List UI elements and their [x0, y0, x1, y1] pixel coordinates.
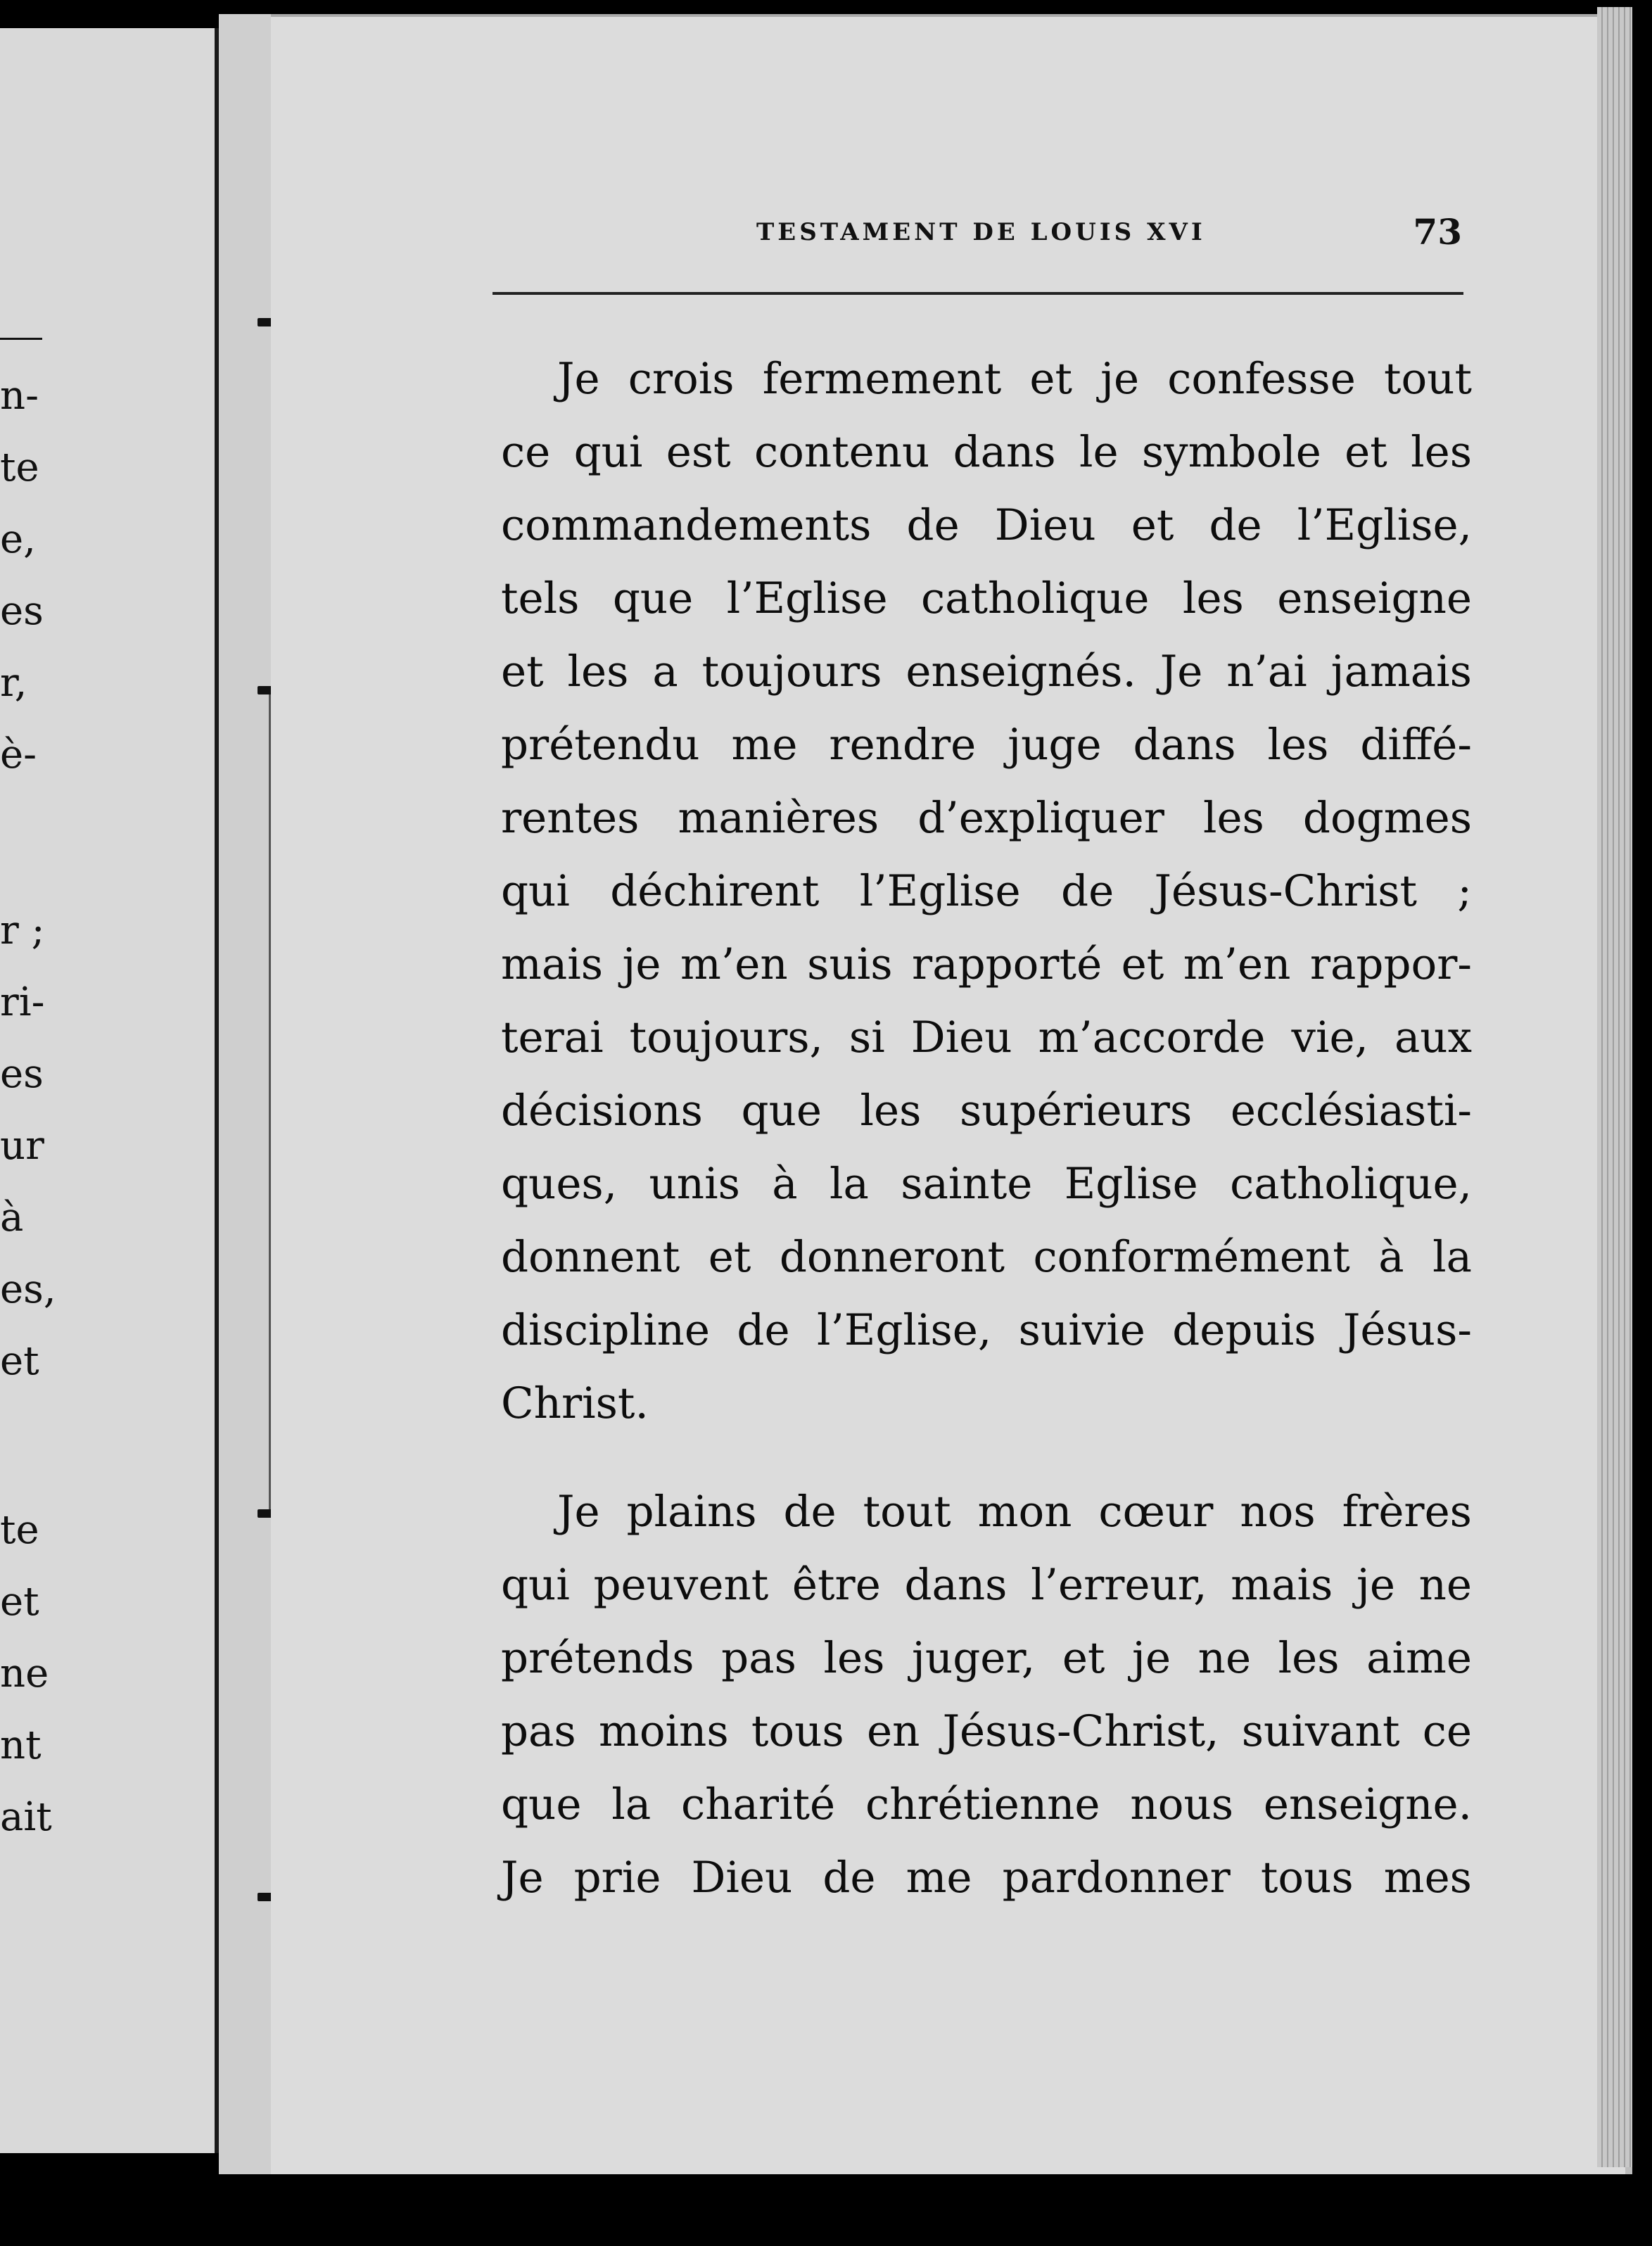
left-fragment: n- — [0, 373, 39, 419]
header-rule — [493, 292, 1463, 295]
text-line: prétends pas les juger, et je ne les aime — [501, 1633, 1472, 1683]
left-fragment: te — [0, 445, 39, 490]
scan-background — [0, 2174, 1652, 2246]
paragraph-2 — [501, 1476, 1472, 1915]
text-line: pas moins tous en Jésus-Christ, suivant ce — [501, 1706, 1472, 1756]
text-line: Je prie Dieu de me pardonner tous mes — [501, 1853, 1472, 1903]
left-fragment: et — [0, 1338, 39, 1384]
text-line: commandements de Dieu et de l’Eglise, — [501, 500, 1472, 550]
text-line: Christ. — [501, 1378, 649, 1428]
left-page-fragments — [0, 0, 215, 2246]
page-number: 73 — [1413, 211, 1462, 253]
text-line: qui déchirent l’Eglise de Jésus-Christ ; — [501, 866, 1472, 916]
text-line: mais je m’en suis rapporté et m’en rappor- — [501, 939, 1472, 989]
text-line: prétendu me rendre juge dans les diffé- — [501, 720, 1472, 770]
running-title: TESTAMENT DE LOUIS XVI — [756, 218, 1206, 246]
left-fragment: ait — [0, 1794, 52, 1840]
book-gutter — [219, 14, 272, 2174]
paragraph-1 — [501, 343, 1472, 1440]
left-fragment: ri- — [0, 979, 45, 1025]
left-fragment: es, — [0, 1267, 56, 1312]
left-fragment: es — [0, 588, 44, 634]
text-line: qui peuvent être dans l’erreur, mais je ne — [501, 1560, 1472, 1610]
text-line: rentes manières d’expliquer les dogmes — [501, 793, 1472, 843]
text-line: ques, unis à la sainte Eglise catholique, — [501, 1159, 1472, 1209]
left-fragment: te — [0, 1507, 39, 1553]
left-fragment: à — [0, 1195, 24, 1241]
text-line: discipline de l’Eglise, suivie depuis Jésus- — [501, 1305, 1472, 1355]
page-edges — [1597, 7, 1632, 2167]
text-line: Je crois fermement et je confesse tout — [557, 354, 1472, 404]
left-fragment: es — [0, 1051, 44, 1097]
text-line: décisions que les supérieurs ecclésiasti- — [501, 1086, 1472, 1136]
left-fragment: nt — [0, 1722, 42, 1768]
left-fragment: ne — [0, 1651, 49, 1696]
text-line: tels que l’Eglise catholique les enseigne — [501, 573, 1472, 623]
text-line: terai toujours, si Dieu m’accorde vie, aux — [501, 1013, 1472, 1062]
text-line: ce qui est contenu dans le symbole et les — [501, 427, 1472, 477]
left-fragment: r, — [0, 660, 27, 706]
text-line: et les a toujours enseignés. Je n’ai jamais — [501, 647, 1472, 697]
left-fragment: r ; — [0, 908, 45, 953]
text-line: Je plains de tout mon cœur nos frères — [557, 1487, 1472, 1537]
text-line: que la charité chrétienne nous enseigne. — [501, 1779, 1472, 1829]
left-fragment: è- — [0, 732, 37, 778]
left-fragment: ur — [0, 1123, 44, 1169]
left-fragment: e, — [0, 516, 36, 562]
text-line: donnent et donneront conformément à la — [501, 1232, 1472, 1282]
left-fragment: et — [0, 1579, 39, 1625]
